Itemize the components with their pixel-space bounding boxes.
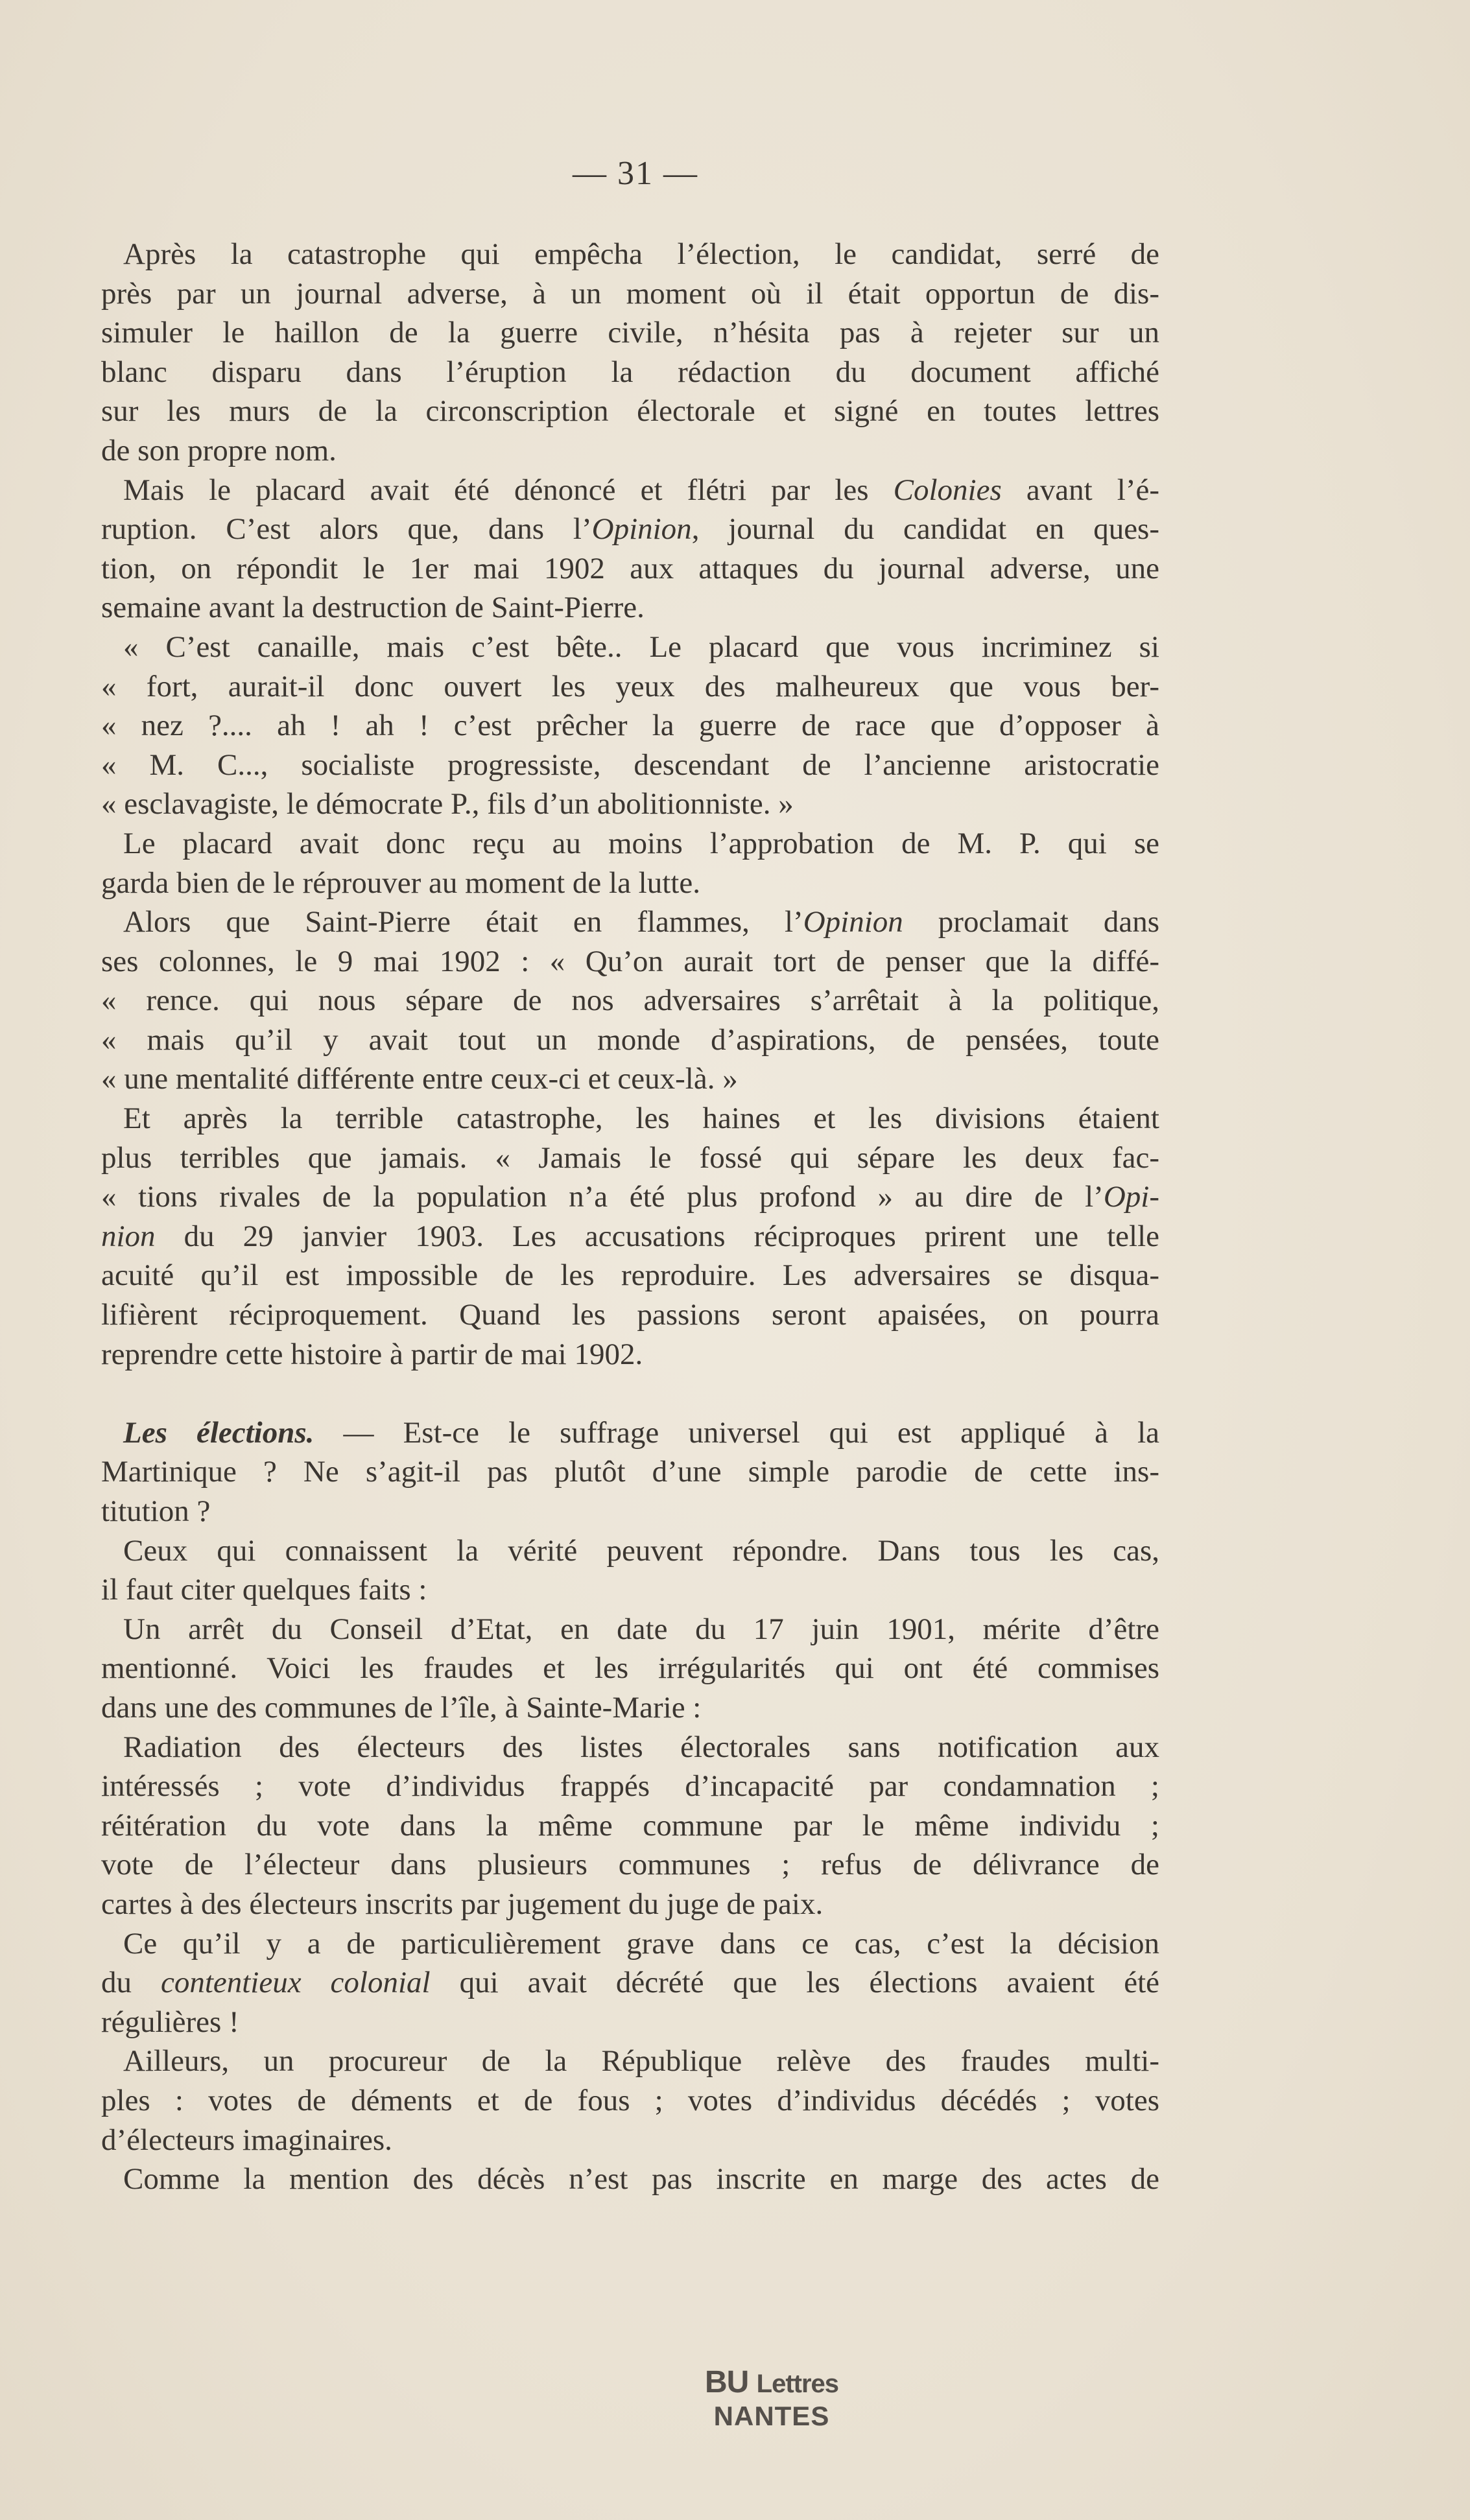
text-segment: , journal du candidat en ques-	[691, 512, 1159, 547]
text-line	[101, 1177, 1159, 1217]
text-line: plus terribles que jamais. « Jamais le fossé qui sépare les deux fac-	[101, 1140, 1159, 1175]
text-line: simuler le haillon de la guerre civile, n’hésita pas à rejeter sur un	[101, 316, 1159, 350]
paragraph	[101, 1413, 1159, 1531]
text-line: Un arrêt du Conseil d’Etat, en date du 17 juin 1901, mérite d’être	[123, 1612, 1159, 1646]
library-stamp	[674, 2366, 869, 2432]
text-line: « C’est canaille, mais c’est bête.. Le placard que vous incriminez si	[123, 630, 1159, 664]
text-line: mentionné. Voici les fraudes et les irrégularités qui ont été commises	[101, 1651, 1159, 1686]
text-line	[101, 1413, 1159, 1453]
paragraph	[101, 471, 1159, 628]
text-segment: du	[101, 1966, 161, 2000]
text-line: blanc disparu dans l’éruption la rédaction du document affiché	[101, 355, 1159, 389]
text-line: Ceux qui connaissent la vérité peuvent répondre. Dans tous les cas,	[123, 1533, 1159, 1568]
text-line: reprendre cette histoire à partir de mai 1902.	[101, 1337, 643, 1371]
text-line: vote de l’électeur dans plusieurs communes ; refus de délivrance de	[101, 1848, 1159, 1882]
text-line: réitération du vote dans la même commune par le même individu ;	[101, 1808, 1159, 1843]
paragraph	[101, 235, 1159, 471]
paragraph-gap	[101, 1374, 1159, 1413]
text-line: il faut citer quelques faits :	[101, 1573, 427, 1607]
italic-title: Opinion	[591, 512, 692, 547]
text-segment: Alors que Saint-Pierre était en flammes, l’	[123, 905, 803, 939]
paragraph	[101, 628, 1159, 824]
text-line: Ailleurs, un procureur de la République relève des fraudes multi-	[123, 2044, 1159, 2078]
text-line: régulières !	[101, 2005, 239, 2039]
text-line	[101, 1217, 1159, 1256]
paragraph	[101, 1610, 1159, 1728]
text-line: ples : votes de déments et de fous ; votes d’individus décédés ; votes	[101, 2083, 1159, 2117]
text-line	[101, 510, 1159, 549]
paragraph	[101, 2160, 1159, 2199]
text-line: semaine avant la destruction de Saint-Pierre.	[101, 591, 645, 625]
page-number: — 31 —	[573, 155, 698, 192]
paragraph	[101, 902, 1159, 1099]
paragraph	[101, 1728, 1159, 1924]
text-line	[101, 1963, 1159, 2003]
text-line: acuité qu’il est impossible de les reproduire. Les adversaires se disqua-	[101, 1258, 1159, 1293]
paragraph	[101, 1924, 1159, 2042]
paragraph	[101, 2042, 1159, 2160]
text-line: cartes à des électeurs inscrits par jugement du juge de paix.	[101, 1887, 824, 1921]
italic-title: Colonies	[893, 473, 1002, 507]
body-text	[101, 235, 1159, 2199]
text-segment: « tions rivales de la population n’a été plus profond » au dire de l’	[101, 1180, 1104, 1214]
text-line: sur les murs de la circonscription électorale et signé en toutes lettres	[101, 394, 1159, 429]
italic-title: contentieux colonial	[160, 1966, 431, 2000]
italic-title: nion	[101, 1219, 156, 1253]
text-line: « M. C..., socialiste progressiste, descendant de l’ancienne aristocratie	[101, 748, 1159, 782]
text-line: garda bien de le réprouver au moment de la lutte.	[101, 866, 700, 900]
text-segment: Mais le placard avait été dénoncé et flétri par les	[123, 473, 894, 507]
text-line: lifièrent réciproquement. Quand les passions seront apaisées, on pourra	[101, 1298, 1159, 1332]
text-segment: du 29 janvier 1903. Les accusations réciproques prirent une telle	[155, 1219, 1159, 1253]
text-line: « rence. qui nous sépare de nos adversaires s’arrêtait à la politique,	[101, 983, 1159, 1018]
stamp-nantes: NANTES	[713, 2401, 830, 2431]
text-line: d’électeurs imaginaires.	[101, 2123, 392, 2157]
text-line: Comme la mention des décès n’est pas inscrite en marge des actes de	[123, 2162, 1159, 2196]
text-line: « nez ?.... ah ! ah ! c’est prêcher la guerre de race que d’opposer à	[101, 709, 1159, 743]
italic-title: Opi-	[1103, 1180, 1159, 1214]
paragraph	[101, 824, 1159, 902]
text-line: Radiation des électeurs des listes électorales sans notification aux	[123, 1730, 1159, 1764]
text-line: dans une des communes de l’île, à Sainte-Marie :	[101, 1690, 702, 1725]
text-segment: avant l’é-	[1001, 473, 1159, 507]
text-line: Martinique ? Ne s’agit-il pas plutôt d’une simple parodie de cette ins-	[101, 1455, 1159, 1489]
text-line: de son propre nom.	[101, 433, 337, 467]
paragraph	[101, 1531, 1159, 1610]
stamp-lettres: Lettres	[756, 2370, 839, 2398]
text-segment: qui avait décrété que les élections avaient été	[430, 1966, 1159, 2000]
text-line: « fort, aurait-il donc ouvert les yeux des malheureux que vous ber-	[101, 669, 1159, 703]
text-line: « esclavagiste, le démocrate P., fils d’un abolitionniste. »	[101, 787, 794, 821]
text-line: Après la catastrophe qui empêcha l’élection, le candidat, serré de	[123, 237, 1159, 271]
text-line: titution ?	[101, 1494, 211, 1528]
text-line: ses colonnes, le 9 mai 1902 : « Qu’on aurait tort de penser que la diffé-	[101, 944, 1159, 978]
text-line: près par un journal adverse, à un moment où il était opportun de dis-	[101, 276, 1159, 311]
italic-title: Opinion	[803, 905, 903, 939]
stamp-bu: BU	[704, 2365, 749, 2399]
section-heading: Les élections.	[123, 1415, 314, 1450]
text-line	[101, 902, 1159, 942]
text-segment: ruption. C’est alors que, dans l’	[101, 512, 592, 547]
text-segment: — Est-ce le suffrage universel qui est appliqué à la	[314, 1415, 1159, 1450]
text-line: Et après la terrible catastrophe, les haines et les divisions étaient	[123, 1101, 1159, 1136]
text-line	[101, 471, 1159, 510]
text-line: Le placard avait donc reçu au moins l’approbation de M. P. qui se	[123, 826, 1159, 860]
text-line: intéressés ; vote d’individus frappés d’incapacité par condamnation ;	[101, 1769, 1159, 1804]
paragraph	[101, 1099, 1159, 1374]
text-line: tion, on répondit le 1er mai 1902 aux attaques du journal adverse, une	[101, 551, 1159, 585]
text-segment: proclamait dans	[903, 905, 1159, 939]
text-line: « une mentalité différente entre ceux-ci et ceux-là. »	[101, 1062, 738, 1096]
text-line: Ce qu’il y a de particulièrement grave dans ce cas, c’est la décision	[123, 1926, 1159, 1961]
text-line: « mais qu’il y avait tout un monde d’aspirations, de pensées, toute	[101, 1022, 1159, 1057]
